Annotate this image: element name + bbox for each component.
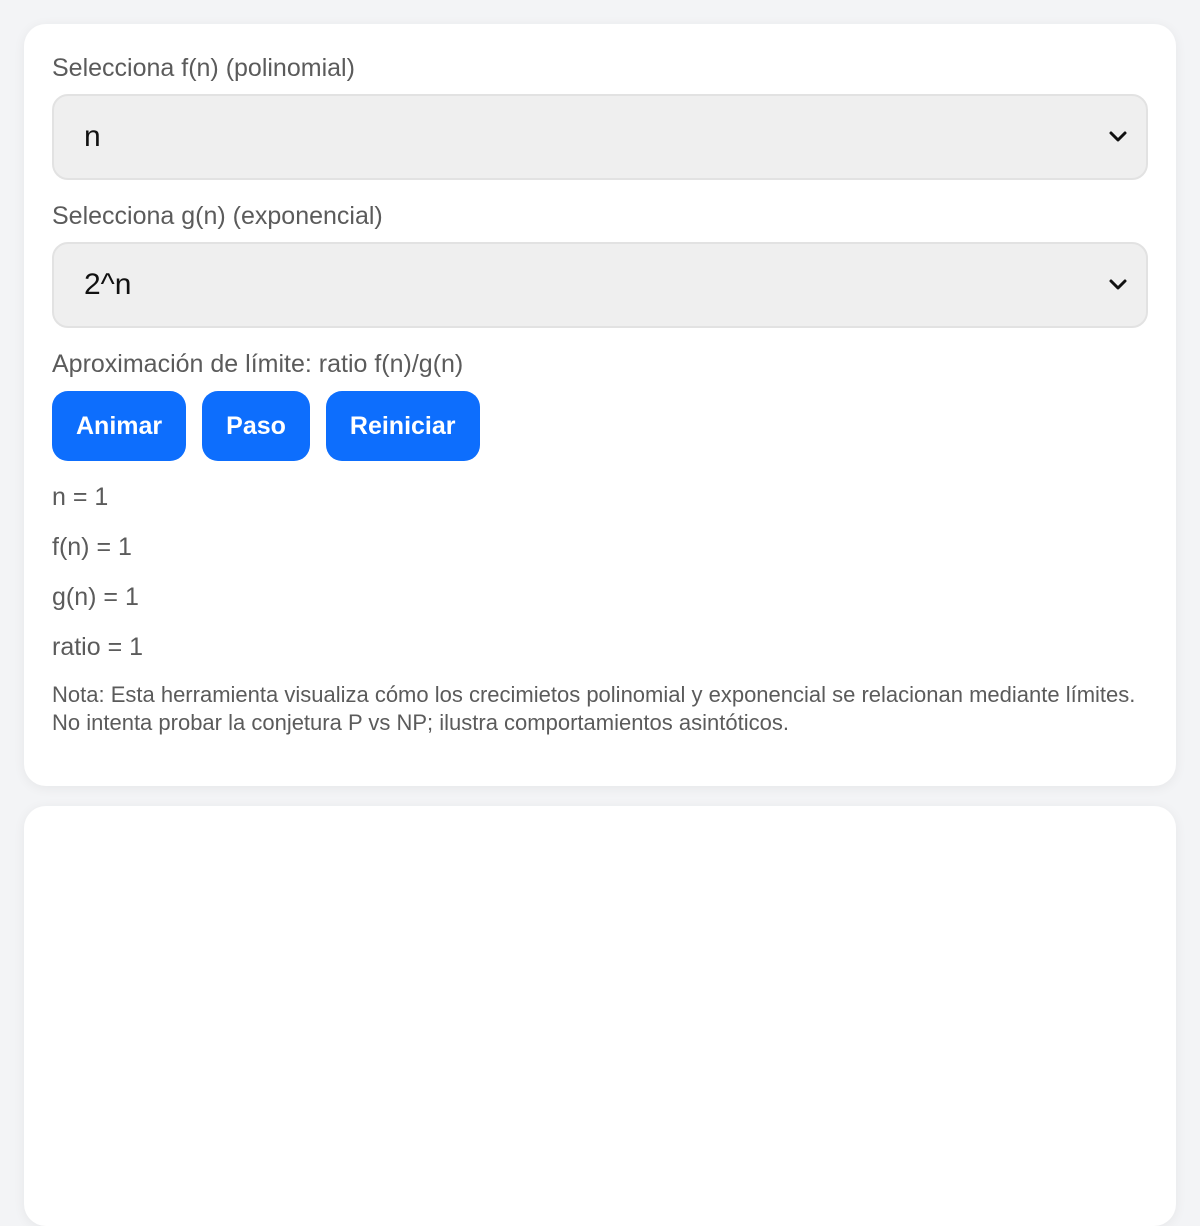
g-select-value: 2^n <box>84 268 132 301</box>
chevron-down-icon <box>1106 125 1130 149</box>
controls-panel <box>24 24 1176 786</box>
visualization-canvas <box>24 806 1176 1226</box>
f-select-value: n <box>84 120 101 153</box>
step-button[interactable]: Paso <box>202 391 310 461</box>
action-buttons <box>52 391 1148 461</box>
f-readout: f(n) = 1 <box>52 533 132 561</box>
ratio-readout: ratio = 1 <box>52 633 144 661</box>
f-select-label: Selecciona f(n) (polinomial) <box>52 54 355 82</box>
disclaimer-note: Nota: Esta herramienta visualiza cómo los crecimietos polinomial y exponencial se relacionan mediante límites. No intenta probar la conjetura P vs NP; ilustra comportamientos asintóticos. <box>52 682 1136 735</box>
readouts <box>52 481 1148 663</box>
chevron-down-icon <box>1106 273 1130 297</box>
n-readout: n = 1 <box>52 483 109 511</box>
limit-label: Aproximación de límite: ratio f(n)/g(n) <box>52 350 464 378</box>
g-select[interactable] <box>52 242 1148 328</box>
g-readout: g(n) = 1 <box>52 583 139 611</box>
reset-button[interactable]: Reiniciar <box>326 391 480 461</box>
animate-button[interactable]: Animar <box>52 391 186 461</box>
f-select[interactable] <box>52 94 1148 180</box>
g-select-label: Selecciona g(n) (exponencial) <box>52 202 383 230</box>
